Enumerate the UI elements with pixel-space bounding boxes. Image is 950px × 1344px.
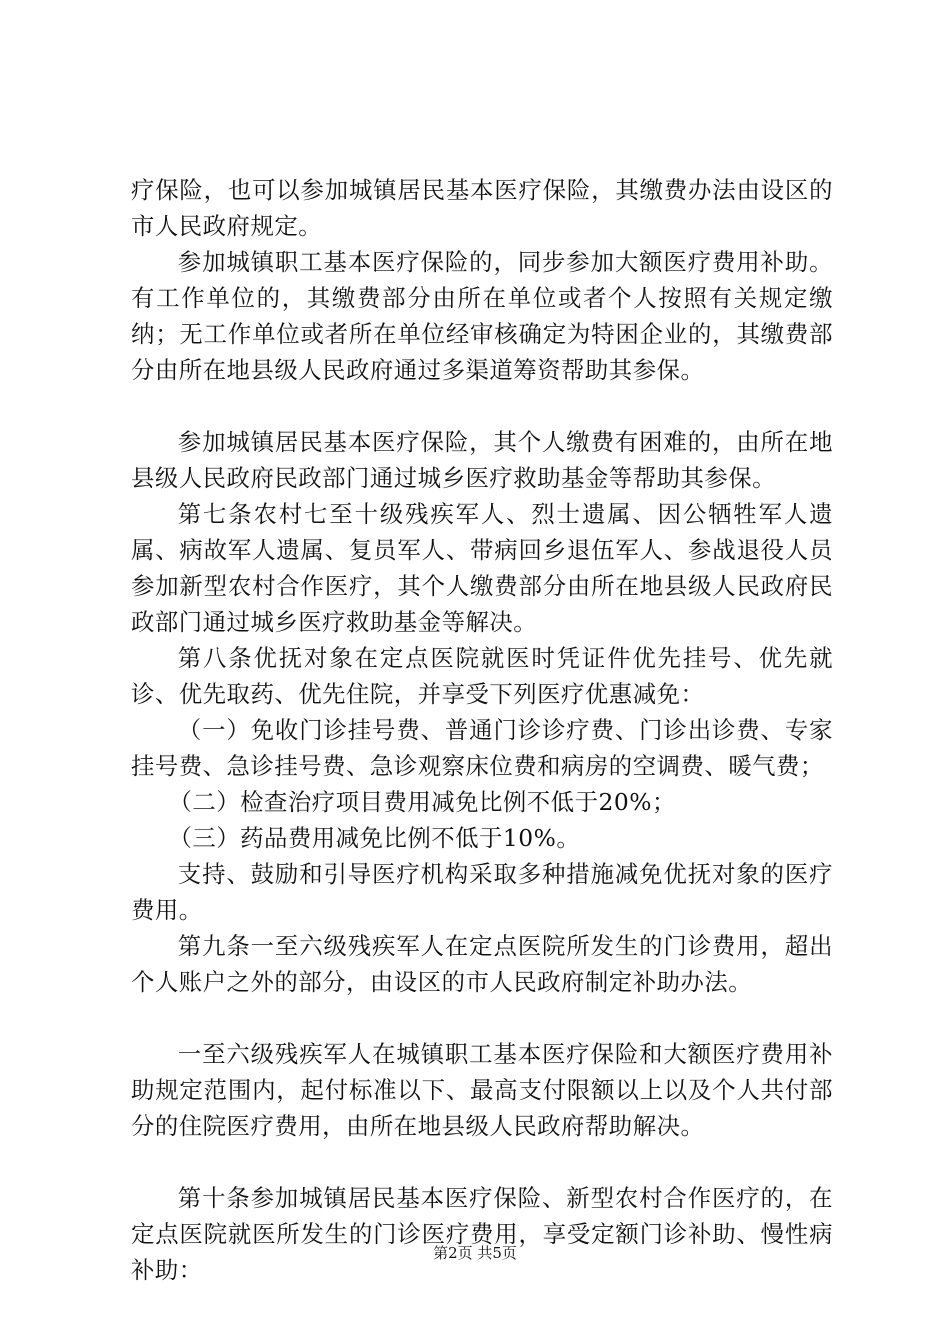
paragraph-disabled-veterans: 一至六级残疾军人在城镇职工基本医疗保险和大额医疗费用补助规定范围内，起付标准以下、最高支付限额以上以及个人共付部分的住院医疗费用，由所在地县级人民政府帮助解决。 bbox=[131, 1040, 833, 1140]
paragraph-article-7: 第七条农村七至十级残疾军人、烈士遗属、因公牺牲军人遗属、病故军人遗属、复员军人、带病回乡退伍军人、参战退役人员参加新型农村合作医疗，其个人缴费部分由所在地县级人民政府民政部门通过城乡医疗救助基金等解决。 bbox=[131, 500, 833, 636]
paragraph-resident-insurance: 参加城镇居民基本医疗保险，其个人缴费有困难的，由所在地县级人民政府民政部门通过城乡医疗救助基金等帮助其参保。 bbox=[131, 428, 833, 492]
paragraph-spacer bbox=[131, 1144, 833, 1180]
paragraph-spacer bbox=[131, 1000, 833, 1036]
document-body bbox=[131, 172, 833, 1288]
paragraph-article-8: 第八条优抚对象在定点医院就医时凭证件优先挂号、优先就诊、优先取药、优先住院，并享受下列医疗优惠减免： bbox=[131, 644, 833, 708]
paragraph-spacer bbox=[131, 388, 833, 424]
list-item-3: （三）药品费用减免比例不低于10%。 bbox=[168, 824, 581, 852]
list-item-2: （二）检查治疗项目费用减免比例不低于20%； bbox=[168, 788, 676, 816]
paragraph-large-medical-subsidy: 参加城镇职工基本医疗保险的，同步参加大额医疗费用补助。有工作单位的，其缴费部分由所在单位或者个人按照有关规定缴纳；无工作单位或者所在单位经审核确定为特困企业的，其缴费部分由所在地县级人民政府通过多渠道筹资帮助其参保。 bbox=[131, 248, 833, 384]
paragraph-continuation: 疗保险，也可以参加城镇居民基本医疗保险，其缴费办法由设区的市人民政府规定。 bbox=[131, 176, 833, 240]
paragraph-article-9: 第九条一至六级残疾军人在定点医院所发生的门诊费用，超出个人账户之外的部分，由设区的市人民政府制定补助办法。 bbox=[131, 932, 833, 996]
list-item-1: （一）免收门诊挂号费、普通门诊诊疗费、门诊出诊费、专家挂号费、急诊挂号费、急诊观察床位费和病房的空调费、暖气费； bbox=[131, 716, 833, 780]
paragraph-article-10: 第十条参加城镇居民基本医疗保险、新型农村合作医疗的，在定点医院就医所发生的门诊医疗费用，享受定额门诊补助、慢性病补助： bbox=[131, 1184, 833, 1284]
paragraph-support: 支持、鼓励和引导医疗机构采取多种措施减免优抚对象的医疗费用。 bbox=[131, 860, 833, 924]
page-footer: 第2页 共5页 bbox=[433, 1244, 517, 1262]
